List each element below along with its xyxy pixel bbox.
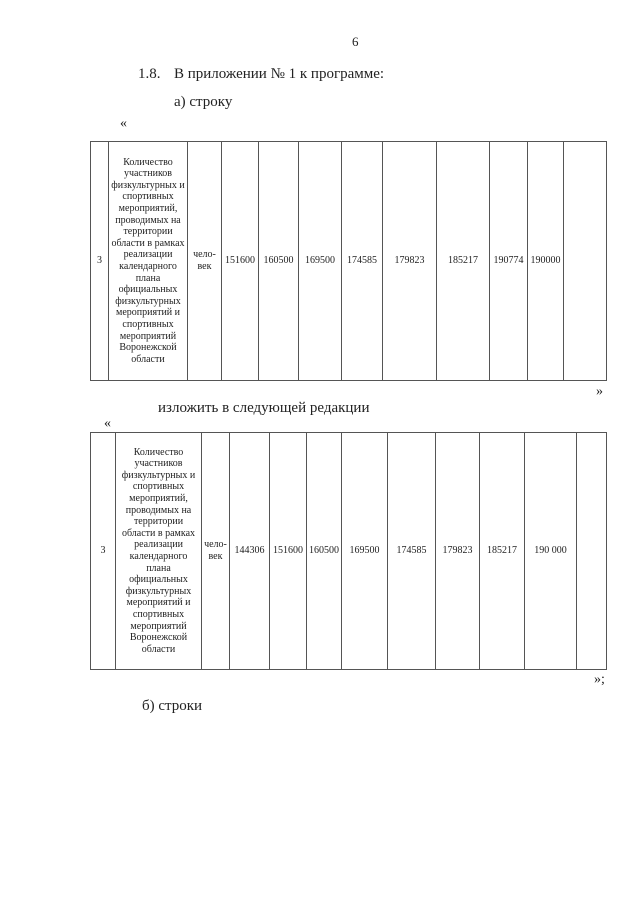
- value-cell: 185217: [437, 142, 490, 381]
- page-number: 6: [352, 34, 359, 49]
- row-number: 3: [91, 433, 116, 670]
- close-quote-1: »: [596, 384, 603, 399]
- value-cell: 179823: [436, 433, 480, 670]
- unit-label: чело- век: [193, 249, 216, 272]
- value-cell: 160500: [307, 433, 342, 670]
- value-cell: 179823: [383, 142, 437, 381]
- value-cell: 174585: [342, 142, 383, 381]
- value-cell: 174585: [388, 433, 436, 670]
- indicator-description: Количество участников физкультурных и спортивных мероприятий, проводимых на территории области в рамках реализации календарного плана официальных физкультурных мероприятий и спортивных мероприятий Воронежской области: [109, 142, 188, 381]
- value-cell: 151600: [222, 142, 259, 381]
- table-new: [90, 432, 607, 670]
- value-cell: 185217: [480, 433, 525, 670]
- value-cell: 151600: [270, 433, 307, 670]
- table-old: [90, 141, 607, 381]
- clause-heading: [138, 66, 384, 83]
- row-number: 3: [91, 142, 109, 381]
- value-cell: 190774: [490, 142, 528, 381]
- value-cell: 190 000: [525, 433, 577, 670]
- table-row: [91, 142, 607, 381]
- indicator-description: Количество участников физкультурных и спортивных мероприятий, проводимых на территории области в рамках реализации календарного плана официальных физкультурных мероприятий и спортивных мероприятий Воронежской области: [116, 433, 202, 670]
- value-cell: 160500: [259, 142, 299, 381]
- item-b: б) строки: [142, 698, 203, 714]
- unit-cell: [202, 433, 230, 670]
- item-a: а) строку: [174, 94, 233, 110]
- value-cell: [564, 142, 607, 381]
- clause-number: 1.8.: [138, 66, 161, 82]
- value-cell: 144306: [230, 433, 270, 670]
- value-cell: 169500: [299, 142, 342, 381]
- clause-text: В приложении № 1 к программе:: [174, 66, 385, 82]
- value-cell: 190000: [528, 142, 564, 381]
- table-row: [91, 433, 607, 670]
- value-cell: [577, 433, 607, 670]
- open-quote-2: «: [104, 416, 111, 431]
- unit-label: чело- век: [204, 539, 227, 562]
- replace-instruction: изложить в следующей редакции: [158, 400, 370, 416]
- value-cell: 169500: [342, 433, 388, 670]
- close-quote-2: »;: [594, 672, 605, 687]
- unit-cell: [188, 142, 222, 381]
- open-quote-1: «: [120, 116, 127, 131]
